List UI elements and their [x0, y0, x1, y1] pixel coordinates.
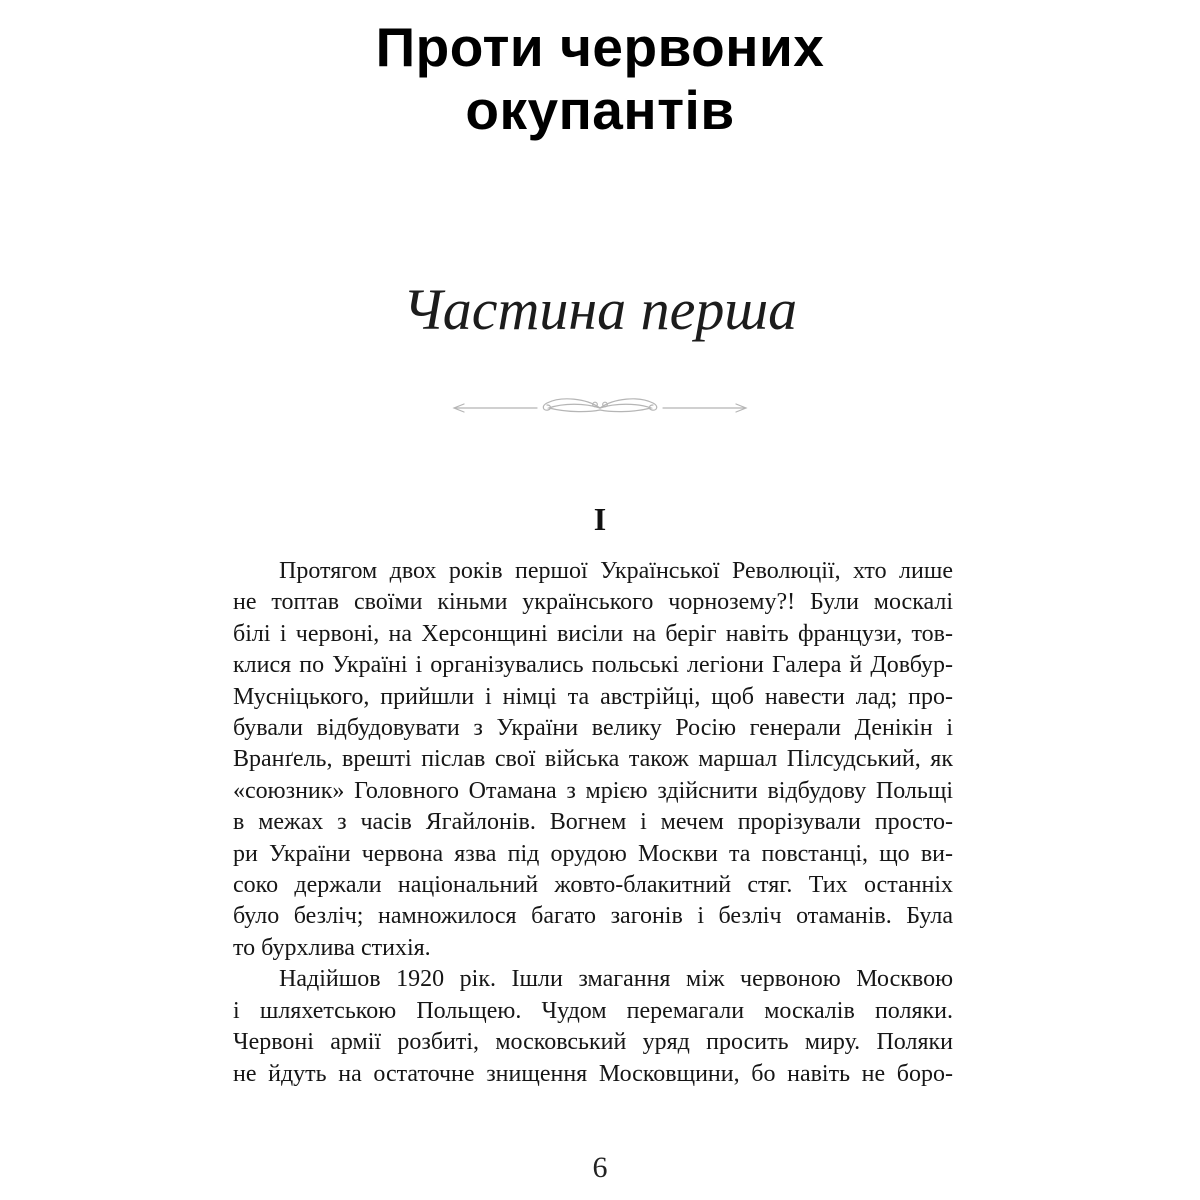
- body-text-line: не топтав своїми кіньми українського чорнозему?! Були москалі: [233, 589, 953, 616]
- body-text-line: Червоні армії розбиті, московський уряд просить миру. Поляки: [233, 1029, 953, 1056]
- book-title-line-1: Проти червоних: [375, 16, 825, 78]
- body-text-line: не йдуть на остаточне знищення Московщини, бо навіть не боро-: [233, 1060, 953, 1087]
- body-text-line: Мусніцького, прийшли і німці та австрійці, щоб навести лад; про-: [233, 683, 953, 710]
- body-text: [233, 556, 953, 1090]
- body-text-line: ри України червона язва під орудою Москви та повстанці, що ви-: [233, 840, 953, 867]
- body-text-line: і шляхетською Польщею. Чудом перемагали москалів поляки.: [233, 997, 953, 1024]
- page-number: 6: [592, 1150, 608, 1184]
- body-text-line: в межах з часів Ягайлонів. Вогнем і мечем прорізували просто-: [233, 809, 953, 836]
- body-text-line: Вранґель, врешті післав свої війська також маршал Пілсудський, як: [233, 746, 953, 773]
- book-title: [0, 0, 1200, 142]
- part-heading: Частина перша: [402, 277, 798, 342]
- body-text-line: соко держали національний жовто-блакитний стяг. Тих останніх: [233, 872, 953, 899]
- body-text-line: клися по Україні і організувались польські легіони Галера й Довбур-: [233, 652, 953, 679]
- body-text-line: то бурхлива стихія.: [233, 934, 431, 961]
- book-title-line-2: окупантів: [465, 79, 735, 141]
- body-text-line: бували відбудовувати з України велику Росію генерали Денікін і: [233, 715, 953, 742]
- body-text-line: Надійшов 1920 рік. Ішли змагання між червоною Москвою: [279, 966, 953, 993]
- body-text-line: «союзник» Головного Отамана з мрією здійснити відбудову Польщі: [233, 777, 953, 804]
- body-text-line: білі і червоні, на Херсонщині висіли на беріг навіть французи, тов-: [233, 620, 953, 647]
- chapter-number: I: [593, 501, 607, 537]
- body-text-line: було безліч; намножилося багато загонів і безліч отаманів. Була: [233, 903, 953, 930]
- divider-flourish-icon: [445, 394, 755, 422]
- body-text-line: Протягом двох років першої Української Революції, хто лише: [279, 558, 953, 584]
- section-divider: [0, 394, 1200, 422]
